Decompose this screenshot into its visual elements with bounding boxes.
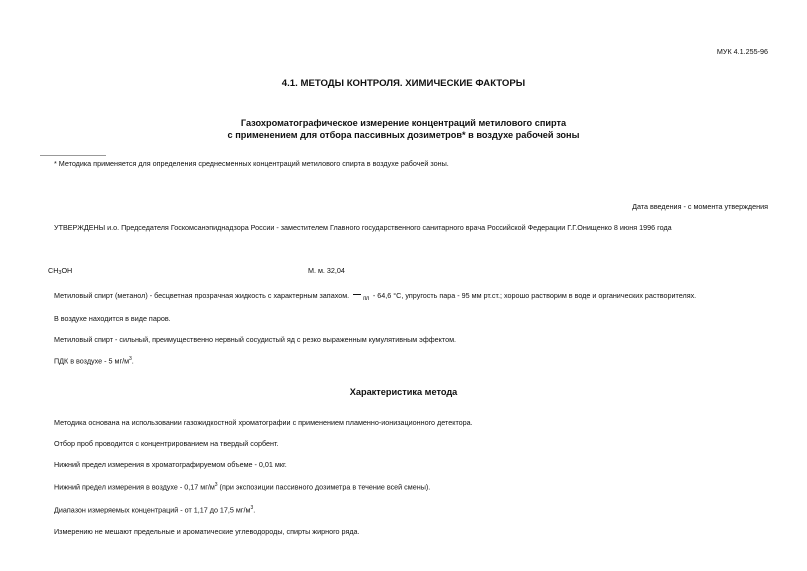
characteristics-heading: Характеристика метода (349, 387, 458, 397)
introduction-date: Дата введения - с момента утверждения (632, 202, 768, 211)
approval-statement: УТВЕРЖДЕНЫ и.о. Председателя Госкомсанэпиднадзора России - заместителем Главного государственного санитарного врача Российской Федерации Г.Г.Онищенко 8 июня 1996 года (54, 223, 672, 232)
properties-values: - 64,6 °С, упругость пара - 95 мм рт.ст.; хорошо растворим в воде и органических растворителях. (372, 291, 697, 300)
vapor-paragraph: В воздухе находится в виде паров. (54, 314, 171, 323)
melting-point-symbol (353, 296, 369, 302)
range-end: . (253, 505, 256, 515)
formula-oh: OH (61, 266, 73, 275)
properties-paragraph (54, 291, 696, 304)
t-bar-icon (353, 294, 361, 295)
pdk-text: ПДК в воздухе - 5 мг/м (54, 356, 130, 366)
pdk-paragraph (54, 355, 134, 365)
formula-ch: CH (48, 266, 59, 275)
document-title-line1: Газохроматографическое измерение концентраций метилового спирта (240, 118, 567, 128)
interference-paragraph: Измерению не мешают предельные и ароматические углеводороды, спирты жирного ряда. (54, 527, 360, 536)
properties-text: Метиловый спирт (метанол) - бесцветная прозрачная жидкость с характерным запахом. (54, 291, 350, 300)
range-superscript: 3 (250, 505, 254, 511)
range-text: Диапазон измеряемых концентраций - от 1,17 до 17,5 мг/м (54, 505, 251, 515)
melting-point-subscript: пл (363, 296, 369, 302)
document-title-line2: с применением для отбора пассивных дозиметров* в воздухе рабочей зоны (227, 129, 580, 140)
sampling-paragraph: Отбор проб проводится с концентрированием на твердый сорбент. (54, 439, 279, 448)
toxicity-paragraph: Метиловый спирт - сильный, преимущественно нервный сосудистый яд с резко выраженным кумулятивным эффектом. (54, 335, 457, 344)
document-title (0, 118, 807, 141)
lower-limit-chrom-paragraph: Нижний предел измерения в хроматографируемом объеме - 0,01 мкг. (54, 460, 287, 469)
molecular-weight: М. м. 32,04 (308, 266, 345, 275)
lower-limit-air-end: (при экспозиции пассивного дозиметра в течение всей смены). (217, 482, 431, 492)
footnote-divider (40, 155, 106, 156)
chemical-formula (48, 266, 72, 278)
lower-limit-air-superscript: 3 (214, 482, 218, 488)
document-code: МУК 4.1.255-96 (716, 47, 768, 56)
footnote: * Методика применяется для определения среднесменных концентраций метилового спирта в воздухе рабочей зоны. (54, 159, 449, 168)
formula-subscript: 3 (58, 270, 62, 276)
pdk-end: . (131, 356, 134, 366)
range-paragraph (54, 504, 255, 514)
lower-limit-air-text: Нижний предел измерения в воздухе - 0,17 мг/м (54, 482, 215, 492)
section-title: 4.1. МЕТОДЫ КОНТРОЛЯ. ХИМИЧЕСКИЕ ФАКТОРЫ (281, 78, 526, 89)
lower-limit-air-paragraph (54, 481, 430, 491)
method-basis-paragraph: Методика основана на использовании газожидкостной хроматографии с применением пламенно-ионизационного детектора. (54, 418, 473, 427)
pdk-superscript: 3 (129, 356, 132, 362)
